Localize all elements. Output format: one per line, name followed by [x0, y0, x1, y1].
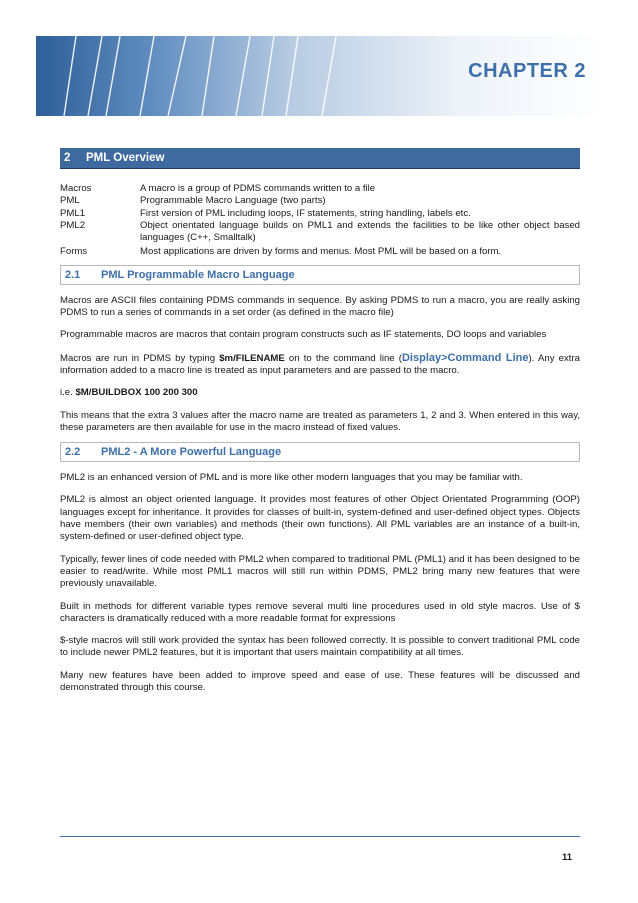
definition-desc: First version of PML including loops, IF statements, string handling, labels etc. [140, 207, 471, 219]
text-run: i.e. [60, 387, 76, 399]
definition-desc: A macro is a group of PDMS commands written to a file [140, 183, 376, 194]
paragraph: PML2 is almost an object oriented language. It provides most features of other Object Orientated Programming (OOP) languages except for inheritance. It provides for classes of built-in, system-defined and user-defined object types. Objects have members (their own variables) and methods (their own functions). All PML variables are an instance of a built-in, system-defined or user-defined object type. [60, 494, 580, 543]
definition-term: PML [60, 195, 80, 207]
command-text: $m/FILENAME [219, 352, 285, 364]
paragraph [60, 387, 580, 399]
definition-term: Forms [60, 246, 88, 258]
definition-term: PML2 [60, 219, 86, 231]
section-number: 2 [64, 152, 71, 164]
paragraph: Typically, fewer lines of code needed with PML2 when compared to traditional PML (PML1) and it has been designed to be easier to read/write. While most PML1 macros will still run within PDMS, PML2 bring many new features that were previously unavailable. [60, 553, 580, 590]
footer-divider [60, 836, 580, 837]
definition-desc: Programmable Macro Language (two parts) [140, 195, 326, 207]
definitions-list [60, 183, 580, 259]
subsection-heading-2-1 [60, 265, 580, 285]
paragraph: Many new features have been added to improve speed and ease of use. These features will be discussed and demonstrated through this course. [60, 669, 580, 694]
definition-term: PML1 [60, 207, 86, 219]
page-content [60, 148, 580, 694]
paragraph: This means that the extra 3 values after the macro name are treated as parameters 1, 2 and 3. When entered in this way, these parameters are then available for use in the macro instead of fixed values. [60, 409, 580, 433]
section-heading [60, 148, 580, 169]
text-run: on to the command line ( [284, 352, 402, 364]
subsection-title: PML Programmable Macro Language [101, 268, 295, 281]
paragraph: Programmable macros are macros that contain program constructs such as IF statements, DO loops and variables [60, 329, 547, 341]
paragraph: $-style macros will still work provided the syntax has been followed correctly. It is possible to convert traditional PML code to include newer PML2 features, but it is important that users maintain compatibility at all times. [60, 635, 580, 659]
chapter-banner [36, 36, 604, 116]
text-run: Macros are run in PDMS by typing [60, 352, 220, 364]
paragraph [60, 352, 580, 378]
command-text: $M/BUILDBOX 100 200 300 [75, 387, 198, 399]
page-number: 11 [561, 852, 572, 863]
definition-desc: Most applications are driven by forms and menus. Most PML will be based on a form. [140, 246, 502, 258]
section-title: PML Overview [86, 152, 165, 164]
paragraph: Macros are ASCII files containing PDMS commands in sequence. By asking PDMS to run a macro, you are really asking PDMS to run a series of commands in a set order (as defined in the macro file) [60, 294, 580, 319]
definition-desc: Object orientated language builds on PML1 and extends the facilities to be like other object based languages (C++, Smalltalk) [140, 219, 580, 244]
definition-row [60, 246, 580, 258]
paragraph: Built in methods for different variable types remove several multi line procedures used in old style macros. Use of $ characters is dramatically reduced with a more readable format for expressions [60, 600, 580, 624]
subsection-number: 2.1 [65, 268, 81, 281]
definition-row [60, 183, 580, 195]
text-run: ). Any extra information added to a macro line is treated as input parameters and are passed to the macro. [60, 352, 580, 376]
chapter-title: CHAPTER 2 [468, 60, 586, 82]
definition-row [60, 220, 580, 245]
definition-row [60, 208, 580, 220]
menu-reference: Display>Command Line [401, 351, 529, 364]
subsection-number: 2.2 [65, 446, 81, 459]
subsection-heading-2-2 [60, 442, 580, 462]
paragraph: PML2 is an enhanced version of PML and is more like other modern languages that you may be familiar with. [60, 472, 523, 484]
subsection-title: PML2 - A More Powerful Language [101, 446, 282, 459]
definition-row [60, 195, 580, 207]
definition-term: Macros [60, 183, 92, 194]
